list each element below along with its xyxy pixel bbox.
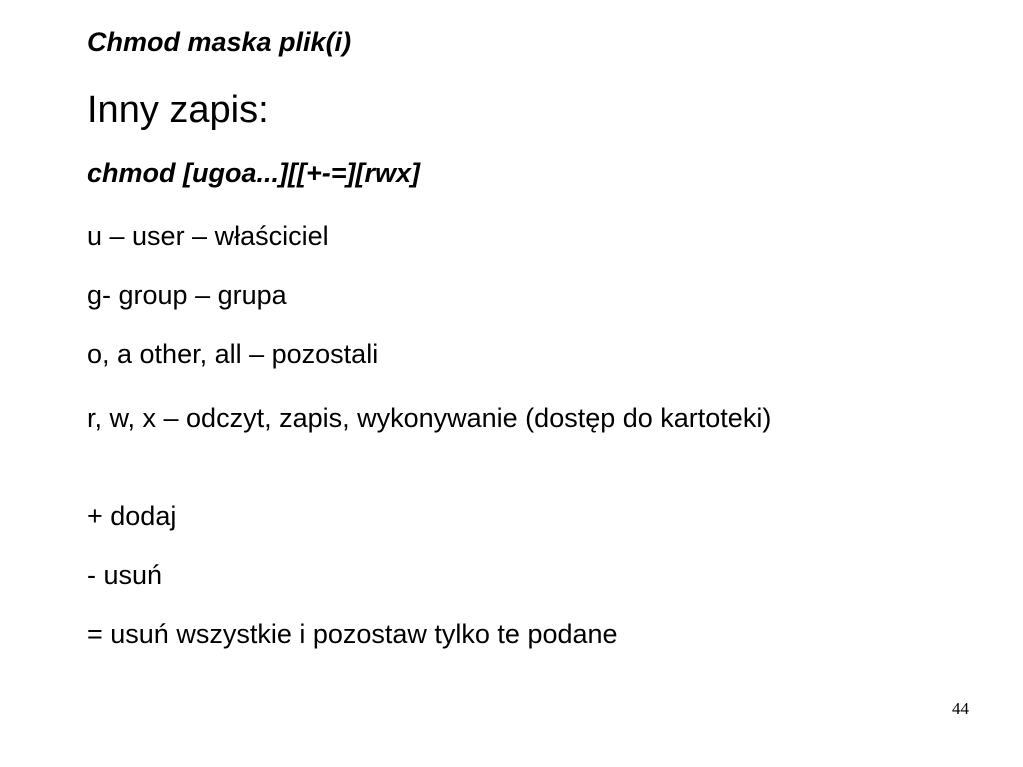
page-number: 44: [952, 699, 969, 718]
slide-subtitle: Inny zapis:: [87, 89, 269, 131]
list-item-remove: - usuń: [87, 560, 163, 590]
slide-title: Chmod maska plik(i): [87, 27, 352, 57]
list-item-rwx: r, w, x – odczyt, zapis, wykonywanie (dostęp do kartoteki): [87, 403, 772, 433]
list-item-group: g- group – grupa: [87, 280, 287, 310]
list-item-set: = usuń wszystkie i pozostaw tylko te podane: [87, 619, 618, 649]
list-item-user: u – user – właściciel: [87, 221, 329, 251]
list-item-other-all: o, a other, all – pozostali: [87, 339, 379, 369]
syntax-line: chmod [ugoa...][[+-=][rwx]: [87, 158, 420, 188]
list-item-add: + dodaj: [87, 501, 177, 531]
